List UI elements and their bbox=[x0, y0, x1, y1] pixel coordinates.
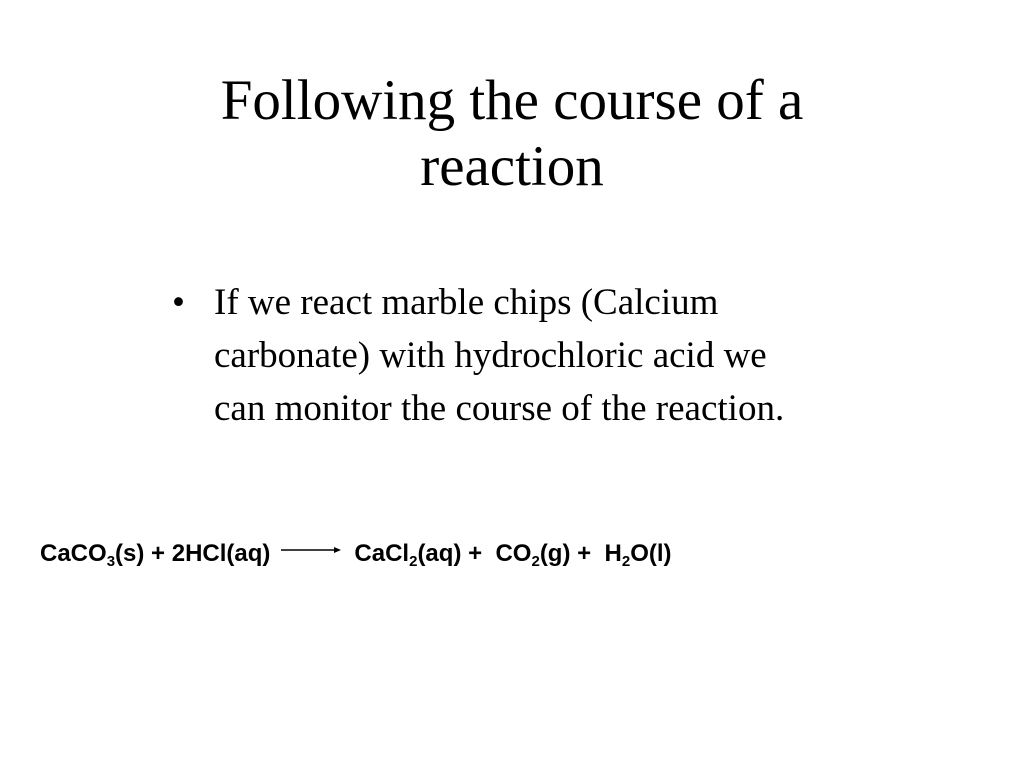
subscript: 2 bbox=[409, 553, 418, 570]
right-arrow-icon bbox=[280, 543, 342, 557]
formula-text: H bbox=[604, 540, 622, 567]
bullet-list bbox=[172, 276, 932, 435]
state-symbol: (g) bbox=[539, 540, 571, 567]
subscript: 3 bbox=[106, 553, 116, 570]
state-symbol: (s) bbox=[115, 540, 145, 567]
chemical-equation bbox=[40, 536, 672, 572]
subscript: 2 bbox=[531, 553, 540, 570]
product-carbon-dioxide bbox=[495, 540, 571, 570]
product-water bbox=[604, 540, 672, 570]
title-line-2: reaction bbox=[420, 135, 604, 198]
formula-text: CaCl bbox=[354, 540, 410, 567]
subscript: 2 bbox=[621, 553, 631, 570]
slide-title bbox=[112, 68, 912, 200]
bullet-text-line-3: can monitor the course of the reaction. bbox=[214, 388, 785, 429]
bullet-text-line-1: If we react marble chips (Calcium bbox=[214, 282, 719, 323]
plus-sign: + bbox=[577, 540, 592, 567]
plus-sign: + bbox=[468, 540, 483, 567]
bullet-text-line-2: carbonate) with hydrochloric acid we bbox=[214, 335, 767, 376]
reactant-hydrochloric-acid: 2HCl(aq) bbox=[171, 540, 271, 567]
reactant-calcium-carbonate bbox=[40, 540, 145, 570]
formula-text: CO bbox=[495, 540, 532, 567]
bullet-item bbox=[172, 276, 932, 435]
formula-text: CaCO bbox=[40, 540, 107, 567]
product-calcium-chloride bbox=[354, 540, 462, 570]
state-symbol: (aq) bbox=[417, 540, 462, 567]
formula-text: O(l) bbox=[630, 540, 672, 567]
title-line-1: Following the course of a bbox=[220, 69, 804, 132]
plus-sign: + bbox=[151, 540, 166, 567]
bullet-icon: • bbox=[172, 282, 185, 323]
